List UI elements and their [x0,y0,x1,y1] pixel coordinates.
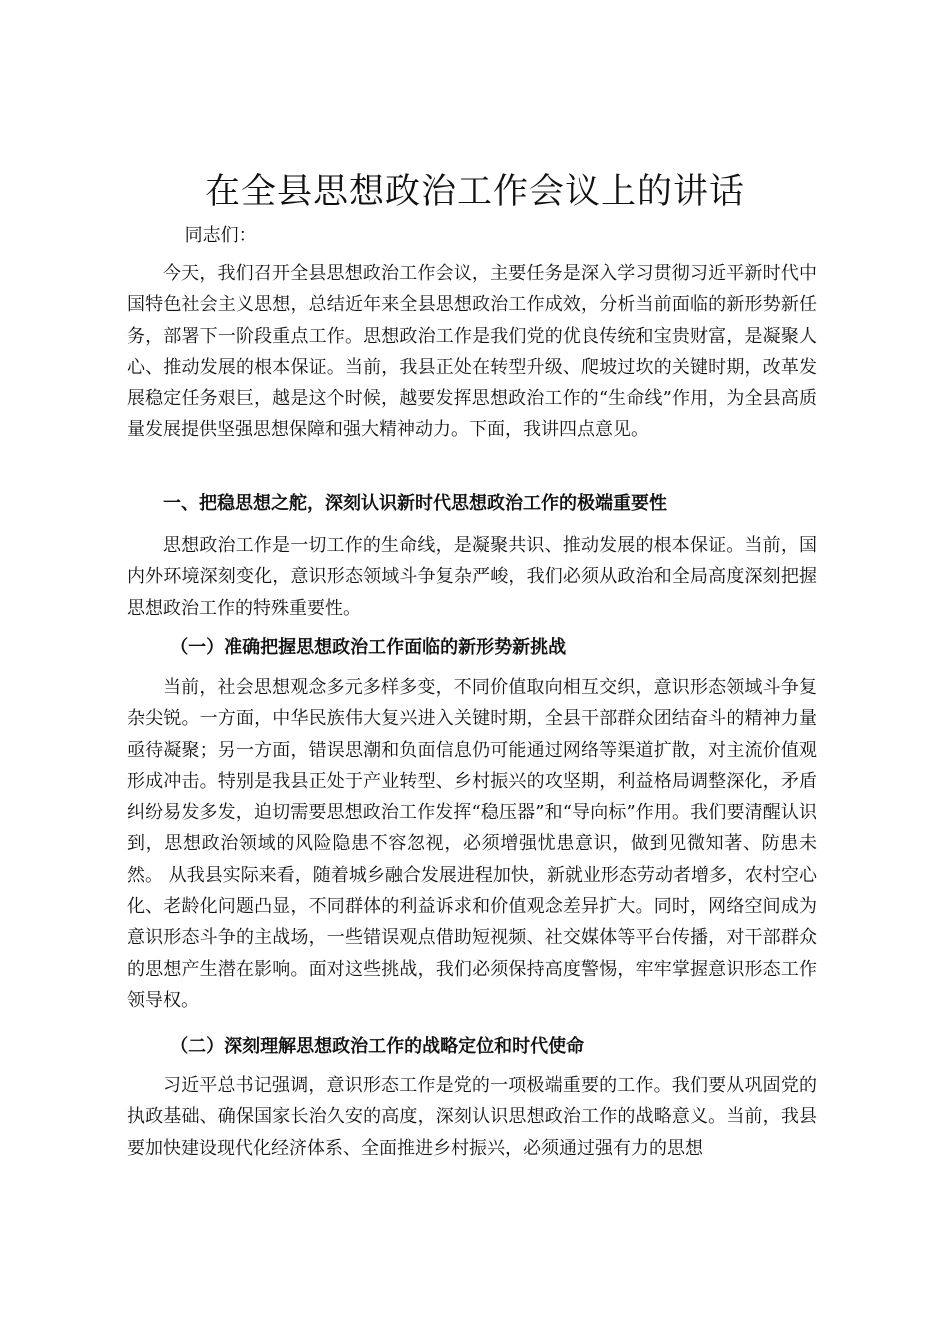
subsection-1-paragraph: 当前，社会思想观念多元多样多变，不同价值取向相互交织，意识形态领域斗争复杂尖锐。一方面，中华民族伟大复兴进入关键时期，全县干部群众团结奋斗的精神力量亟待凝聚；另一方面，错误思潮和负面信息仍可能通过网络等渠道扩散，对主流价值观形成冲击。特别是我县正处于产业转型、乡村振兴的攻坚期，利益格局调整深化，矛盾纠纷易发多发，迫切需要思想政治工作发挥“稳压器”和“导向标”作用。我们要清醒认识到，思想政治领域的风险隐患不容忽视，必须增强忧患意识，做到见微知著、防患未然。 从我县实际来看，随着城乡融合发展进程加快，新就业形态劳动者增多，农村空心化、老龄化问题凸显，不同群体的利益诉求和价值观念差异扩大。同时，网络空间成为意识形态斗争的主战场，一些错误观点借助短视频、社交媒体等平台传播，对干部群众的思想产生潜在影响。面对这些挑战，我们必须保持高度警惕，牢牢掌握意识形态工作领导权。 [127,677,817,1011]
section-1-paragraph: 思想政治工作是一切工作的生命线，是凝聚共识、推动发展的根本保证。当前，国内外环境深刻变化，意识形态领域斗争复杂严峻，我们必须从政治和全局高度深刻把握思想政治工作的特殊重要性。 [127,535,817,619]
section-1-heading: 一、把稳思想之舵，深刻认识新时代思想政治工作的极端重要性 [163,493,667,514]
salutation: 同志们： [184,225,257,246]
subsection-2-paragraph: 习近平总书记强调，意识形态工作是党的一项极端重要的工作。我们要从巩固党的执政基础、确保国家长治久安的高度，深刻认识思想政治工作的战略意义。当前，我县要加快建设现代化经济体系、全面推进乡村振兴，必须通过强有力的思想 [127,1075,817,1159]
subsection-2-heading: （二）深刻理解思想政治工作的战略定位和时代使命 [170,1036,585,1057]
intro-paragraph: 今天，我们召开全县思想政治工作会议，主要任务是深入学习贯彻习近平新时代中国特色社会主义思想，总结近年来全县思想政治工作成效，分析当前面临的新形势新任务，部署下一阶段重点工作。思想政治工作是我们党的优良传统和宝贵财富，是凝聚人心、推动发展的根本保证。当前，我县正处在转型升级、爬坡过坎的关键时期，改革发展稳定任务艰巨，越是这个时候，越要发挥思想政治工作的“生命线”作用，为全县高质量发展提供坚强思想保障和强大精神动力。下面，我讲四点意见。 [127,263,817,441]
document-title: 在全县思想政治工作会议上的讲话 [204,172,745,212]
subsection-1-heading: （一）准确把握思想政治工作面临的新形势新挑战 [170,637,567,658]
